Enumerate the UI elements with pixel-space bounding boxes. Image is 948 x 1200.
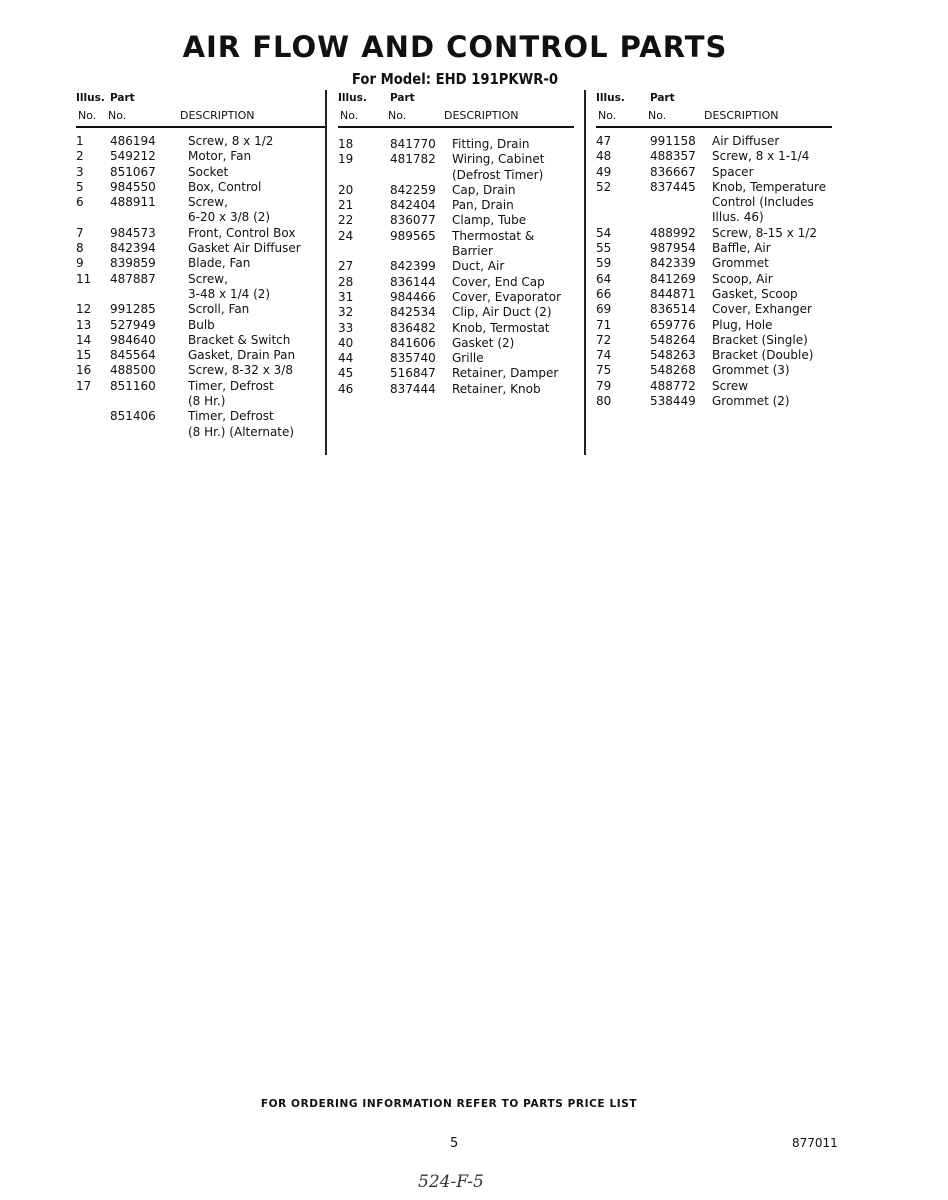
part-description: Grommet [712, 256, 769, 271]
illus-number: 44 [338, 351, 354, 366]
part-number: 549212 [110, 149, 156, 164]
table-row [338, 275, 578, 290]
part-description: Plug, Hole [712, 317, 773, 332]
part-description: Screw, 8-15 x 1/2 [712, 225, 817, 240]
part-number: 659776 [650, 317, 696, 332]
table-row [338, 382, 578, 397]
illus-number: 80 [596, 394, 612, 409]
illus-number: 55 [596, 241, 612, 256]
table-row [76, 149, 326, 164]
table-row [596, 134, 832, 149]
part-number: 851406 [110, 409, 156, 424]
illus-number: 2 [76, 149, 84, 164]
illus-number: 6 [76, 195, 84, 210]
part-description: Screw, 8 x 1-1/4 [712, 149, 810, 164]
table-row [338, 259, 578, 274]
table-row [596, 226, 832, 241]
part-description: Socket [188, 164, 229, 179]
part-number: 842404 [390, 198, 436, 213]
table-row [76, 348, 326, 363]
header-no: No. [78, 109, 97, 122]
table-row [338, 183, 578, 198]
part-description: Scoop, Air [712, 271, 773, 286]
table-row [76, 333, 326, 348]
header-part: Part [110, 92, 135, 104]
part-description: Screw, 6-20 x 3/8 (2) [188, 195, 271, 225]
part-description: Clamp, Tube [452, 213, 527, 228]
part-number: 488500 [110, 363, 156, 378]
header-illus: Illus. [338, 92, 367, 104]
part-description: Knob, Termostat [452, 320, 550, 335]
part-number: 989565 [390, 228, 436, 243]
part-number: 984573 [110, 225, 156, 240]
table-row [76, 180, 326, 195]
header-no: No. [598, 109, 617, 122]
part-description: Thermostat & Barrier [452, 228, 535, 259]
table-row [596, 241, 832, 256]
illus-number: 71 [596, 317, 612, 332]
part-description: Clip, Air Duct (2) [452, 305, 552, 320]
illus-number: 1 [76, 134, 84, 148]
part-number: 488772 [650, 378, 696, 393]
header-part: Part [390, 92, 415, 104]
part-description: Timer, Defrost (8 Hr.) (Alternate) [188, 409, 295, 439]
illus-number: 15 [76, 348, 92, 363]
part-number: 488911 [110, 195, 156, 210]
part-description: Motor, Fan [188, 149, 252, 164]
illus-number: 45 [338, 366, 354, 381]
illus-number: 16 [76, 363, 92, 378]
page-title: AIR FLOW AND CONTROL PARTS [182, 30, 728, 64]
parts-list [338, 137, 578, 397]
table-row [338, 321, 578, 336]
part-number: 527949 [110, 317, 156, 332]
part-number: 842259 [390, 182, 436, 197]
illus-number: 5 [76, 179, 84, 194]
column-divider [325, 90, 327, 455]
illus-number: 7 [76, 225, 84, 240]
part-description: Cap, Drain [452, 182, 516, 197]
header-no: No. [340, 109, 359, 122]
header-part-no: No. [388, 109, 407, 122]
part-number: 516847 [390, 366, 436, 381]
illus-number: 3 [76, 164, 84, 179]
illus-number: 27 [338, 259, 354, 274]
part-description: Knob, Temperature Control (Includes Illus. 46) [712, 179, 827, 225]
table-row [76, 165, 326, 180]
illus-number: 17 [76, 378, 92, 393]
illus-number: 28 [338, 274, 354, 289]
illus-number: 49 [596, 164, 612, 179]
part-description: Screw, 8-32 x 3/8 [188, 363, 293, 378]
illus-number: 9 [76, 256, 84, 271]
table-row [596, 333, 832, 348]
table-row [76, 195, 326, 226]
table-row [596, 379, 832, 394]
illus-number: 72 [596, 332, 612, 347]
table-row [76, 226, 326, 241]
table-row [338, 137, 578, 152]
illus-number: 79 [596, 378, 612, 393]
illus-number: 11 [76, 271, 92, 286]
part-number: 851067 [110, 164, 156, 179]
part-description: Blade, Fan [188, 256, 251, 271]
illus-number: 69 [596, 302, 612, 317]
part-description: Bulb [188, 317, 215, 332]
illus-number: 18 [338, 137, 354, 151]
part-number: 837444 [390, 381, 436, 396]
header-description: DESCRIPTION [444, 109, 519, 122]
part-description: Box, Control [188, 179, 262, 194]
part-number: 837445 [650, 179, 696, 194]
table-row [338, 305, 578, 320]
part-number: 836144 [390, 274, 436, 289]
illus-number: 13 [76, 317, 92, 332]
part-description: Scroll, Fan [188, 302, 250, 317]
table-row [76, 318, 326, 333]
table-row [76, 272, 326, 303]
part-number: 844871 [650, 286, 696, 301]
table-row [596, 272, 832, 287]
page-number: 5 [450, 1136, 459, 1151]
illus-number: 12 [76, 302, 92, 317]
part-description: Cover, End Cap [452, 274, 545, 289]
illus-number: 47 [596, 134, 612, 148]
ordering-note: FOR ORDERING INFORMATION REFER TO PARTS PRICE LIST [260, 1098, 638, 1110]
header-illus: Illus. [596, 92, 625, 104]
part-number: 835740 [390, 351, 436, 366]
part-description: Bracket (Single) [712, 332, 808, 347]
table-row [338, 229, 578, 260]
part-number: 841770 [390, 137, 436, 151]
part-number: 851160 [110, 378, 156, 393]
table-row [338, 366, 578, 381]
parts-list [596, 134, 832, 409]
part-number: 984466 [390, 289, 436, 304]
part-number: 842394 [110, 241, 156, 256]
document-number: 877011 [792, 1136, 838, 1150]
table-row [76, 134, 326, 149]
part-description: Pan, Drain [452, 198, 514, 213]
part-number: 488992 [650, 225, 696, 240]
part-number: 548264 [650, 332, 696, 347]
part-description: Timer, Defrost (8 Hr.) [188, 378, 274, 409]
table-row [596, 302, 832, 317]
parts-list [76, 134, 326, 440]
part-number: 538449 [650, 394, 696, 409]
part-number: 984550 [110, 179, 156, 194]
part-description: Gasket, Scoop [712, 286, 798, 301]
illus-number: 24 [338, 228, 354, 243]
part-number: 842399 [390, 259, 436, 274]
illus-number: 31 [338, 289, 354, 304]
part-number: 548263 [650, 348, 696, 363]
table-row [76, 241, 326, 256]
table-row [596, 318, 832, 333]
table-row [338, 336, 578, 351]
illus-number: 22 [338, 213, 354, 228]
part-description: Retainer, Knob [452, 381, 541, 396]
illus-number: 20 [338, 182, 354, 197]
part-number: 487887 [110, 271, 156, 286]
part-number: 836514 [650, 302, 696, 317]
header-illus: Illus. [76, 92, 105, 104]
part-description: Fitting, Drain [452, 137, 530, 151]
header-description: DESCRIPTION [180, 109, 255, 122]
part-description: Bracket & Switch [188, 332, 291, 347]
header-rule [76, 126, 326, 128]
table-row [338, 351, 578, 366]
part-number: 839859 [110, 256, 156, 271]
illus-number: 64 [596, 271, 612, 286]
table-row [596, 180, 832, 226]
part-description: Screw [712, 378, 749, 393]
table-row [76, 302, 326, 317]
part-description: Cover, Evaporator [452, 289, 562, 304]
part-description: Gasket, Drain Pan [188, 348, 296, 363]
illus-number: 75 [596, 363, 612, 378]
header-rule [596, 126, 832, 128]
part-description: Grommet (3) [712, 363, 790, 378]
column-divider [584, 90, 586, 455]
table-row [596, 394, 832, 409]
illus-number: 33 [338, 320, 354, 335]
part-description: Retainer, Damper [452, 366, 559, 381]
part-description: Grommet (2) [712, 394, 790, 409]
part-number: 845564 [110, 348, 156, 363]
illus-number: 32 [338, 305, 354, 320]
table-row [76, 379, 326, 410]
illus-number: 19 [338, 152, 354, 167]
part-number: 841269 [650, 271, 696, 286]
table-row [596, 256, 832, 271]
illus-number: 74 [596, 348, 612, 363]
part-number: 984640 [110, 332, 156, 347]
illus-number: 48 [596, 149, 612, 164]
part-description: Spacer [712, 164, 754, 179]
table-row [338, 152, 578, 183]
table-row [338, 290, 578, 305]
part-number: 836667 [650, 164, 696, 179]
part-number: 836077 [390, 213, 436, 228]
part-number: 991158 [650, 134, 696, 148]
part-number: 481782 [390, 152, 436, 167]
table-row [596, 165, 832, 180]
part-description: Screw, 3-48 x 1/4 (2) [188, 271, 271, 301]
illus-number: 14 [76, 332, 92, 347]
illus-number: 40 [338, 335, 354, 350]
table-row [596, 149, 832, 164]
header-part: Part [650, 92, 675, 104]
part-description: Bracket (Double) [712, 348, 814, 363]
part-number: 486194 [110, 134, 156, 148]
illus-number: 59 [596, 256, 612, 271]
table-row [596, 363, 832, 378]
header-rule [338, 126, 574, 128]
part-number: 991285 [110, 302, 156, 317]
table-row [338, 198, 578, 213]
table-row [76, 409, 326, 440]
table-row [76, 363, 326, 378]
part-description: Grille [452, 351, 484, 366]
table-row [338, 213, 578, 228]
part-description: Gasket Air Diffuser [188, 241, 301, 256]
illus-number: 21 [338, 198, 354, 213]
illus-number: 54 [596, 225, 612, 240]
illus-number: 52 [596, 179, 612, 194]
header-part-no: No. [648, 109, 667, 122]
table-row [76, 256, 326, 271]
part-description: Front, Control Box [188, 225, 296, 240]
part-description: Cover, Exhanger [712, 302, 812, 317]
part-number: 987954 [650, 241, 696, 256]
part-number: 842534 [390, 305, 436, 320]
part-description: Duct, Air [452, 259, 505, 274]
part-description: Wiring, Cabinet (Defrost Timer) [452, 152, 545, 182]
model-subtitle: For Model: EHD 191PKWR-0 [351, 70, 559, 88]
header-part-no: No. [108, 109, 127, 122]
handwritten-note: 524-F-5 [418, 1172, 484, 1192]
table-row [596, 348, 832, 363]
part-number: 841606 [390, 335, 436, 350]
part-description: Gasket (2) [452, 335, 515, 350]
illus-number: 8 [76, 241, 84, 256]
part-description: Air Diffuser [712, 134, 780, 148]
part-number: 488357 [650, 149, 696, 164]
part-number: 842339 [650, 256, 696, 271]
part-number: 836482 [390, 320, 436, 335]
illus-number: 46 [338, 381, 354, 396]
header-description: DESCRIPTION [704, 109, 779, 122]
part-description: Baffle, Air [712, 241, 771, 256]
illus-number: 66 [596, 286, 612, 301]
part-description: Screw, 8 x 1/2 [188, 134, 274, 148]
part-number: 548268 [650, 363, 696, 378]
table-row [596, 287, 832, 302]
